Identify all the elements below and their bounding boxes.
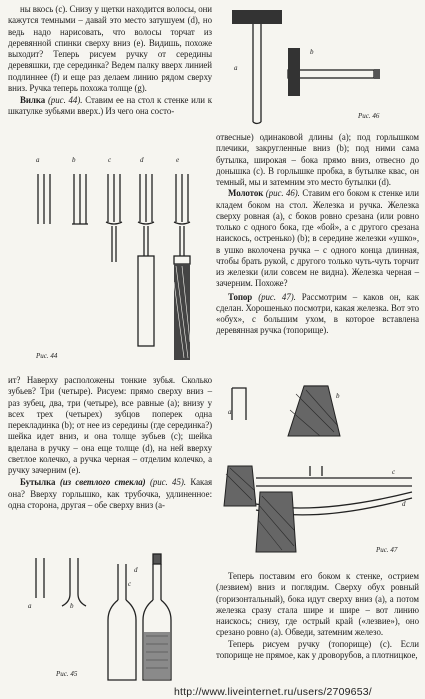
fig47-label-a: a: [228, 408, 232, 416]
ref-fig44: (рис. 44).: [48, 95, 83, 105]
fig44-label-c: c: [108, 156, 112, 164]
figure-44: [12, 152, 212, 374]
left-column: [8, 4, 212, 118]
paragraph-fork-cont: ит? Наверху расположены тонкие зубья. Сколько зубьев? Три (четыре). Рисуем: прямо сверху вниз – раз зубец, два, три (четыре), все равные (а); внизу у всех трех (четырех) зубцов поперек одна перекладинка (b); от нее из середины (где серединка?) шейка идет вниз, и она толще зубьев (c); шейка вделана в ручку – она еще толще (d), на ней вверху светлое колечко, а ручка черная – отделим колечко, а ручку зачерним (е).: [8, 375, 212, 475]
left-column-lower: [8, 375, 212, 511]
right-column-lower: [216, 571, 419, 661]
right-column: [216, 132, 419, 337]
fig45-label-a: a: [28, 602, 32, 610]
figure-47: [216, 380, 420, 562]
paragraph-brush: ны вкось (с). Снизу у щетки находится волосы, они кажутся темными – давай это место затушуем (d), но ведь надо нарисовать, что волосы торчат из деревянной спинки сверху вниз (е). Видишь, похоже выходит? Теперь рисуем ручку от середины деревяшки, где серединка? Ведем палку вверх линией подлиннее (f) и еще раз делаем линию рядом сверху вниз. Ручка теперь похожа толще (g).: [8, 4, 212, 93]
ref-fig47: (рис. 47).: [258, 291, 296, 302]
fig47-label-b: b: [336, 392, 340, 400]
fig45-caption: Рис. 45: [56, 670, 78, 678]
footer-url[interactable]: http://www.liveinternet.ru/users/2709653/: [174, 686, 372, 698]
paragraph-axe: [216, 292, 419, 337]
fig46-caption: Рис. 46: [358, 112, 380, 120]
fig44-label-a: a: [36, 156, 40, 164]
fig44-caption: Рис. 44: [36, 352, 58, 360]
paragraph-bottle-cont: отвесные) одинаковой длины (а); под горлышком плечики, закругленные вниз (b); под ними сама бутылка, широкая – бока прямо вниз, отвесно до донышка (с). В горлышке пробка, в бутылке квас, он темный, мы и затемним это место бутылки (d).: [216, 132, 419, 187]
fig45-label-c: c: [128, 580, 132, 588]
fig47-label-d: d: [402, 500, 406, 508]
paragraph-fork-text: Ставим ее на стол к стенке или к шкатулке зубьями вверх.) Из чего она состо-: [8, 95, 213, 117]
paragraph-hammer-text: Ставим его боком к стенке или кладем боком на стол. Железка и ручка. Железка сверху ровная (а), с боков ровно срезана (или ровно только с одного бока, где «бой», а с другого срезана наискось, остренько) (b); в середине железки «ушко», в ушко вколочена ручка – с одного конца длинная, чтобы брать рукой, с другого только чуть-чуть торчит из железки (или совсем не видна). Железка черная – зачерним. Похоже?: [216, 188, 420, 289]
paragraph-bottle-text: Какая она? Вверху горлышко, как трубочка, удлиненное: одна сторона, другая – обе сверху вниз (а-: [8, 477, 213, 510]
heading-bottle-sub: (из светлого стекла): [59, 477, 146, 488]
paragraph-fork: [8, 95, 212, 118]
fig44-label-b: b: [72, 156, 76, 164]
figure-45: [10, 540, 210, 686]
paragraph-axe-text: Рассмотрим – каков он, как сделан. Хорошенько посмотри, какая железка. Вот это «обух», с большим ухом, в которое вставлена деревянная ручка (топорище).: [216, 291, 419, 336]
hammer-drawing: [222, 4, 422, 128]
fig44-label-e: e: [176, 156, 180, 164]
figure-46: [222, 4, 422, 128]
heading-fork: Вилка: [20, 95, 46, 105]
axe-drawing: [216, 380, 420, 562]
paragraph-axe-handle: Теперь рисуем ручку (топорище) (c). Если топорище не прямое, как у дроворубов, а плотницкое,: [216, 638, 419, 660]
ref-fig45: (рис. 45).: [149, 477, 186, 488]
fig45-label-b: b: [70, 602, 74, 610]
fig45-label-d: d: [134, 566, 138, 574]
fig46-label-a: a: [234, 64, 238, 72]
fig44-label-d: d: [140, 156, 144, 164]
paragraph-axe-cont: Теперь поставим его боком к стенке, острием (лезвием) вниз и поглядим. Сверху обух ровный (горизонтальный), бока идут сверху вниз (a), а потом железка сразу стала шире и шире – вот линию наискось; снизу, где острый край («лезвие»), оно срезано ровно (а). Обведи, затемним железо.: [216, 571, 419, 638]
heading-hammer: Молоток: [228, 188, 264, 199]
heading-axe: Топор: [228, 291, 253, 302]
fig47-caption: Рис. 47: [376, 546, 398, 554]
heading-bottle: Бутылка: [20, 477, 56, 488]
paragraph-hammer: [216, 188, 419, 289]
fig46-label-b: b: [310, 48, 314, 56]
fork-drawing: [12, 152, 212, 374]
fig47-label-c: c: [392, 468, 396, 476]
paragraph-bottle: [8, 477, 212, 511]
ref-fig46: (рис. 46).: [265, 188, 300, 199]
bottle-drawing: [10, 540, 210, 686]
